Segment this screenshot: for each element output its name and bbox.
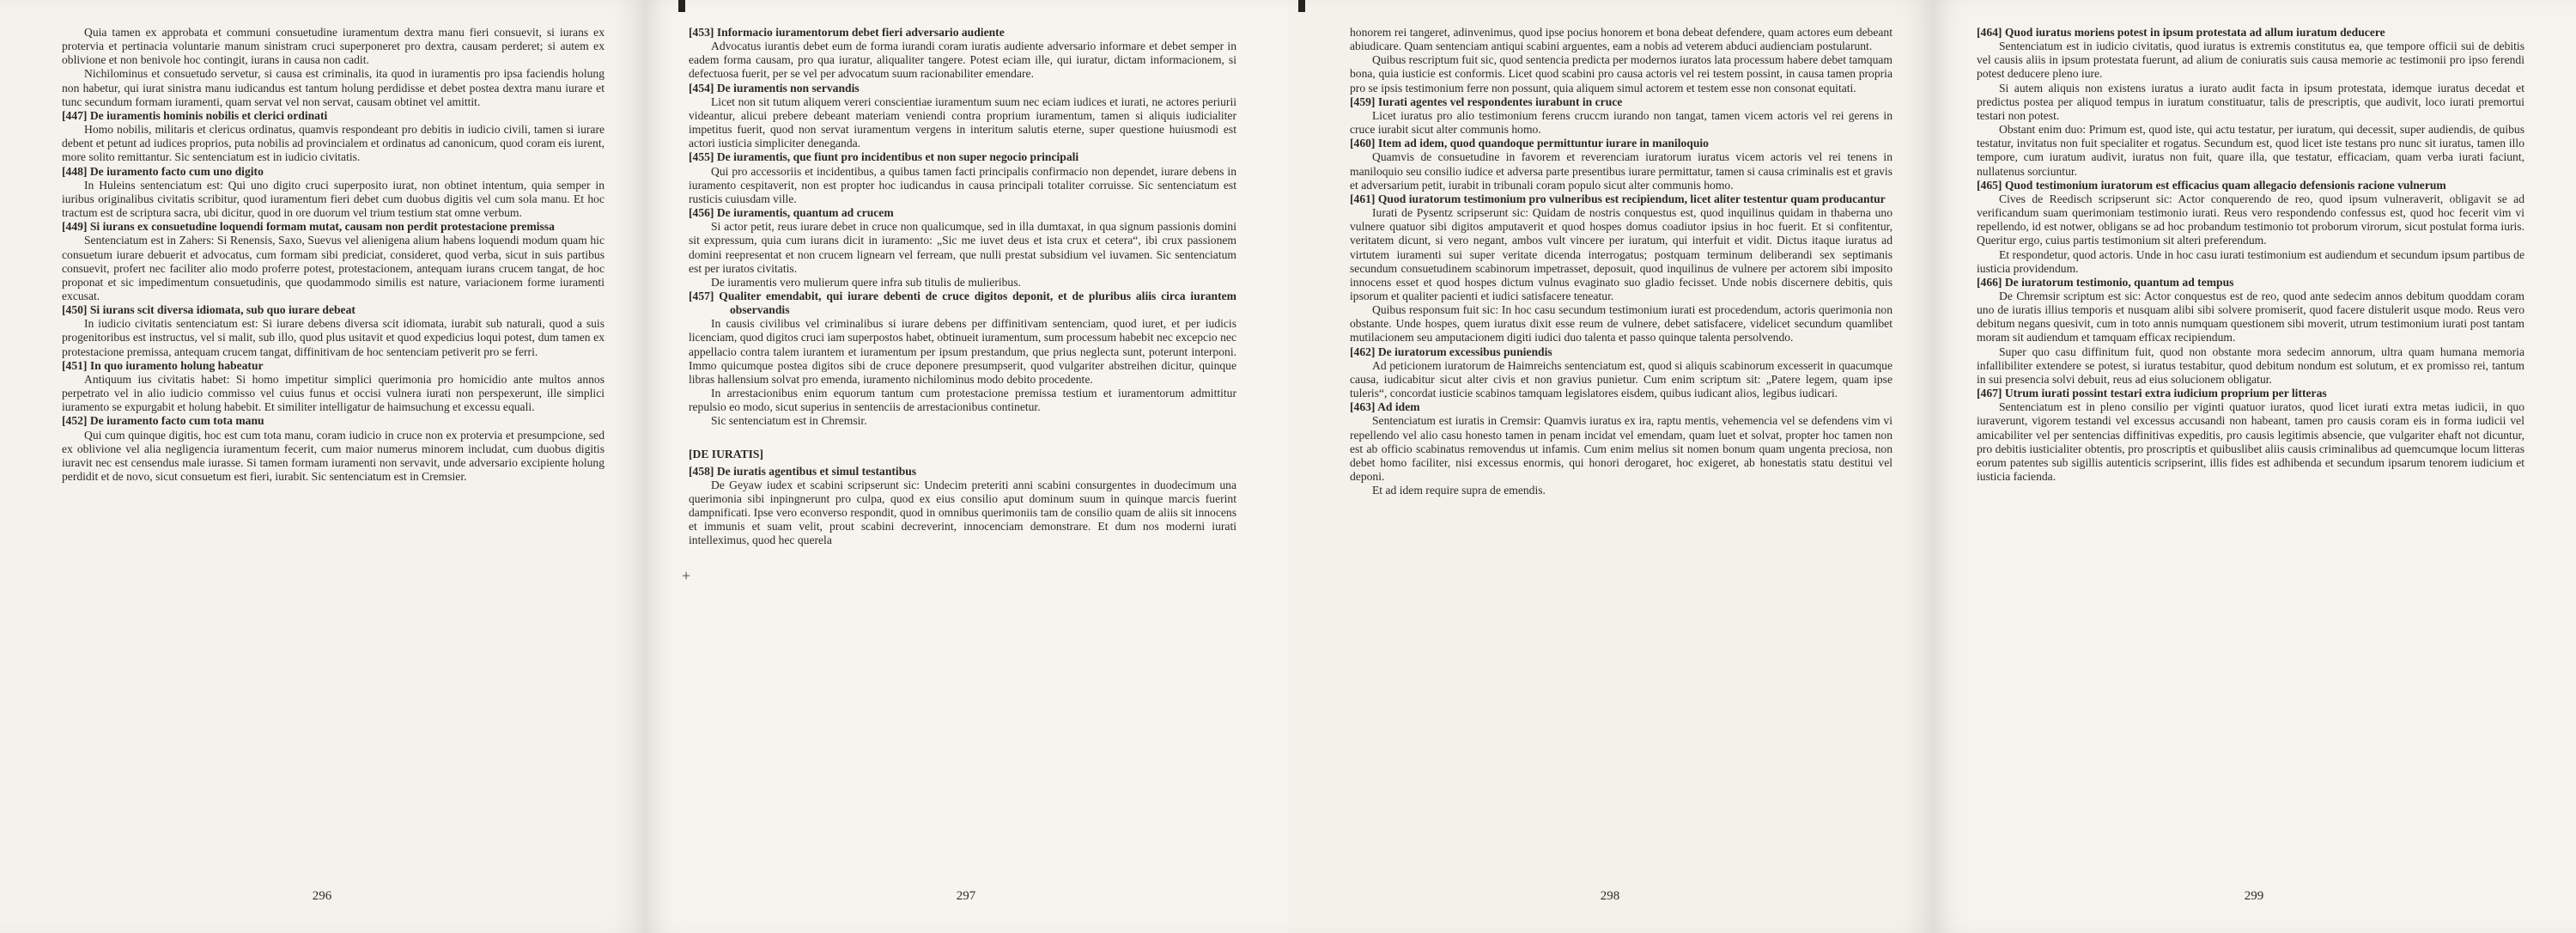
- body-paragraph: Super quo casu diffinitum fuit, quod non obstante mora sedecim annorum, ultra quam humana memoria infallibiliter extendere se potest, si iuratus testabitur, quod debitum nondum est solutum, et ex promisso rei, tantum in sui presencia solvi debuit, reus ad eius solucionem obligatur.: [1977, 345, 2524, 386]
- entry-title: De iuramentis, quantum ad crucem: [716, 206, 894, 220]
- entry-title: De iuramentis, que fiunt pro incidentibus et non super negocio principali: [716, 150, 1079, 164]
- entry-number: [463]: [1350, 400, 1376, 414]
- entry-title: Qualiter emendabit, qui iurare debenti de cruce digitos deponit, et de pluribus aliis circa iurantem observandis: [719, 289, 1236, 317]
- body-paragraph: Cives de Reedisch scripserunt sic: Actor conquerendo de reo, quod ipsum vulneraverit, obligavit se ad verificandum suam querimoniam testimonio iurati. Reus vero respondendo confessus est, quod hoc fecerit vim vi repellendo, id est notwer, obligans se ad hoc probandum testimonio tot proborum virorum, sicut postulat forma iuris. Queritur ergo, cuius partis testimonium sit alteri preferendum.: [1977, 192, 2524, 247]
- entry-heading: [1350, 192, 1893, 206]
- entry-number: [467]: [1977, 387, 2002, 400]
- entry-title: Iurati agentes vel respondentes iurabunt in cruce: [1377, 95, 1623, 108]
- entry-heading: [689, 206, 1236, 220]
- body-paragraph: Sentenciatum est iuratis in Cremsir: Quamvis iuratus ex ira, raptu mentis, vehemencia vel se defendens vim vi repellendo vel alio casu honesto tamen in penam incidat vel emendam, quam luet et solvat, propter hoc tamen non est ab officio scabinatus removendus ut infamis. Cum enim melius sit nomen bonum quam ungenta preciosa, non debet homo faciliter, nisi excessus enormis, qui honori derogaret, hoc exigeret, ab honestatis statu destitui vel deponi.: [1350, 414, 1893, 483]
- entry-number: [460]: [1350, 137, 1376, 150]
- body-paragraph: Qui cum quinque digitis, hoc est cum tota manu, coram iudicio in cruce non ex protervia et presumpcione, sed ex oblivione vel alia negligencia iuramentum fecerit, cum maior numerus minorem includat, cum duobus digitis iuravit nec est censendus male iurasse. Si tamen formam iuramenti non servavit, unde adversario excipiente holung perdidit et de novo, sicut consuetum est fieri, iurabit. Sic sentenciatum est in Cremsier.: [62, 428, 605, 483]
- body-paragraph: In Huleins sentenciatum est: Qui uno digito cruci superposito iurat, non obtinet intentum, quia semper in iuribus originalibus civitatis scribitur, quod iuramentum fieri debet cum duobus digitis vel cum sola manu. Et hoc tractum est de scriptura sacra, ubi dicitur, quod in ore duorum vel trium testium stat omne verbum.: [62, 178, 605, 220]
- margin-plus-mark: +: [682, 567, 691, 584]
- entry-number: [459]: [1350, 95, 1376, 108]
- entry-title: Utrum iurati possint testari extra iudicium proprium per litteras: [2004, 387, 2327, 400]
- entry-number: [449]: [62, 220, 88, 234]
- entry-number: [466]: [1977, 275, 2002, 289]
- body-paragraph: Obstant enim duo: Primum est, quod iste, qui actu testatur, per iuratum, qui decessit, super audiendis, de quibus testatur, invitatus non fuit specialiter et rogatus. Secundum est, quod licet iste testans pro nunc sit iuratus, tamen illo tempore, cum iuratum audivit, iuratus non fuit, quare illa, que testatur, efficaciam, quam verba iurati faciunt, nullatenus sorciuntur.: [1977, 123, 2524, 178]
- print-mark: [1298, 0, 1305, 12]
- entry-number: [448]: [62, 164, 88, 178]
- entry-number: [452]: [62, 414, 88, 428]
- body-paragraph: Quamvis de consuetudine in favorem et reverenciam iuratorum iuratus vicem actoris vel rei tenens in maniloquio seu consilio iudice et adversa parte presentibus iurare permittatur, tamen si causa criminalis est et gravis et adversarium petit, iurabit in tribunali coram populo sicut alter communis homo.: [1350, 150, 1893, 192]
- entry-title: De iuratis agentibus et simul testantibus: [716, 464, 917, 478]
- entry-title: Quod testimonium iuratorum est efficacius quam allegacio defensionis racione vulnerum: [2004, 178, 2446, 192]
- entry-heading: [689, 465, 1236, 479]
- entry-heading: [62, 359, 605, 373]
- entry-title: De iuramento facto cum tota manu: [89, 414, 264, 428]
- page-text: [1350, 26, 1893, 497]
- entry-heading: [689, 82, 1236, 95]
- page-number: 299: [2244, 889, 2264, 903]
- body-paragraph: Et ad idem require supra de emendis.: [1372, 484, 1546, 497]
- page-296: [0, 0, 644, 933]
- entry-heading: [689, 150, 1236, 164]
- body-paragraph: Antiquum ius civitatis habet: Si homo impetitur simplici querimonia pro homicidio ante multos annos perpetrato vel in alio iudicio commisso vel cuius funus et occisi vulnera iurati non perspexerunt, ille simplici iuramento se expurgabit et holung habebit. Et similiter intelligatur de haimsuchung et excessu equali.: [62, 372, 605, 414]
- entry-title: Quod iuratorum testimonium pro vulneribus est recipiendum, licet aliter testentur quam producantur: [1377, 192, 1886, 205]
- page-text: [689, 26, 1236, 548]
- page-297: [644, 0, 1288, 933]
- body-paragraph: Nichilominus et consuetudo servetur, si causa est criminalis, ita quod in iuramentis pro ipsa faciendis holung non habetur, qui iurat sinistra manu iudicandus est tantum holung perdidisse et debet postea dextra manu iurare et tunc secundum formam iuramenti, quam servat vel non servat, causam obtinet vel amittit.: [62, 67, 605, 108]
- page-text: [1977, 26, 2524, 484]
- entry-number: [457]: [689, 289, 714, 302]
- entry-heading: [1977, 26, 2524, 40]
- entry-number: [447]: [62, 108, 88, 122]
- entry-heading: [1350, 95, 1893, 109]
- body-paragraph: Qui pro accessoriis et incidentibus, a quibus tamen facti principalis confirmacio non dependet, iurare debens in iuramento cespitaverit, non est propter hoc iudicandus in causa principali totaliter corruisse. Sic sentenciatum est rusticis cuiusdam ville.: [689, 164, 1236, 205]
- page-number: 296: [312, 889, 332, 903]
- print-mark: [678, 0, 685, 12]
- entry-number: [465]: [1977, 178, 2002, 192]
- body-paragraph: In arrestacionibus enim equorum tantum cum protestacione premissa testium et iuramentorum admittitur repulsio eo modo, sicut superius in sentenciis de arrestacionibus continetur.: [689, 387, 1236, 414]
- entry-heading: [689, 26, 1236, 40]
- page-298: [1288, 0, 1932, 933]
- entry-heading: [1977, 276, 2524, 290]
- body-paragraph: Ad peticionem iuratorum de Haimreichs sentenciatum est, quod si aliquis scabinorum excesserit in quacumque causa, iudicabitur sicut alter civis et non gravius punietur. Cum enim scriptum sit: „Patere legem, quam ipse tuleris“, concordat iusticie scabinos tamquam legislatores eisdem, quibus iudicant alios, legibus iudicari.: [1350, 358, 1893, 400]
- body-paragraph: Quia tamen ex approbata et communi consuetudine iuramentum dextra manu fieri consuevit, si iurans ex protervia et pertinacia voluntarie manum sinistram cruci superponeret pro dextra, causam perderet; si autem ex oblivione et non benivole hoc contingit, iurans in causa non cadit.: [62, 26, 605, 67]
- entry-title: De iuratorum excessibus puniendis: [1377, 345, 1552, 358]
- body-paragraph: Et respondetur, quod actoris. Unde in hoc casu iurati testimonium est audiendum et secundum ipsum partibus de iusticia providendum.: [1977, 247, 2524, 275]
- entry-title: In quo iuramento holung habeatur: [89, 358, 264, 372]
- entry-title: De iuramentis hominis nobilis et clerici ordinati: [89, 108, 328, 122]
- entry-heading: [62, 109, 605, 123]
- entry-heading: [1350, 400, 1893, 414]
- body-paragraph: Si actor petit, reus iurare debet in cruce non qualicumque, sed in illa dumtaxat, in qua signum passionis domini sit expressum, quia cum iurans dicit in iuramento: „Sic me iuvet deus et ista crux et cetera“, ibi crux passionem domini reepresentat et non crucem lignearn vel ferream, que nulli prestat subsidium vel iuvamen. Sic sentenciatum est per iuratos civitatis.: [689, 220, 1236, 275]
- entry-number: [462]: [1350, 345, 1376, 358]
- section-title: [DE IURATIS]: [689, 447, 763, 460]
- entry-heading: [62, 165, 605, 179]
- entry-number: [456]: [689, 206, 714, 220]
- body-paragraph: Quibus responsum fuit sic: In hoc casu secundum testimonium iurati est procedendum, actoris querimonia non obstante. Unde hospes, quem iuratus dixit esse reum de vulnere, debet satisfacere, videlicet secundum quamlibet mutilacionem seu amputacionem digiti iudici duo talenta et passo quinque talenta persolvendo.: [1350, 303, 1893, 345]
- body-paragraph: Licet non sit tutum aliquem vereri conscientiae iuramentum suum nec eciam iudices et iurati, ne actores periurii videantur, alicui prebere debeant materiam veniendi contra proprium iuramentum, tamen si aliquis iudicialiter impetitus fuerit, quod non servat iuramentum vergens in interitum salutis eterne, super questione huiusmodi est actori iusticia simpliciter deneganda.: [689, 95, 1236, 150]
- entry-heading: [1977, 179, 2524, 192]
- entry-title: Si iurans ex consuetudine loquendi formam mutat, causam non perdit protestacione premissa: [89, 220, 555, 234]
- entry-heading: [1350, 345, 1893, 359]
- entry-title: Quod iuratus moriens potest in ipsum protestata ad allum iuratum deducere: [2004, 26, 2385, 39]
- entry-number: [458]: [689, 464, 714, 478]
- page-number: 297: [956, 889, 976, 903]
- entry-heading: [62, 220, 605, 234]
- body-paragraph: honorem rei tangeret, adinvenimus, quod ipse pocius honorem et bona debeat defendere, quam actores eum debeant abiudicare. Quam sentenciam antiqui scabini arguentes, eam a nobis ad veterem abduci audienciam postularunt.: [1350, 26, 1893, 53]
- body-paragraph: De Chremsir scriptum est sic: Actor conquestus est de reo, quod ante sedecim annos debitum quoddam coram uno de iuratis illius temporis et nusquam alibi sibi solvere promiserit, quod facere distulerit usque modo. Reus vero debitum negans quesivit, cum in toto annis numquam questionem sibi moverit, utrum testimonium iurati post tantam moram sit audiendum et tamquam efficax recipiendum.: [1977, 289, 2524, 345]
- body-paragraph: De Geyaw iudex et scabini scripserunt sic: Undecim preteriti anni scabini consurgentes in duodecimum una querimonia sibi inpingnerunt pro culpa, quod ex eius consilio aput dominum suum in quinque marcis fuerint dampnificati. Ipse vero econverso respondit, quod in omnibus querimoniis tam de consilio quam de aliis sit innocens et immunis et suam velit, prout scabini decreverint, innocenciam demonstrare. Et dum nos moderni iurati intelleximus, quod hec querela: [689, 478, 1236, 547]
- body-paragraph: Sentenciatum est in pleno consilio per viginti quatuor iuratos, quod licet iurati extra metas iudicii, in quo iuraverunt, vigorem testandi vel excessus accusandi non habeant, tamen pro causis coram eis in forma iudicii vel amicabiliter vel per sentencias diffinitivas expeditis, pro causis legitimis absencie, que vulgariter ehaft not dicuntur, pro debitis iusticialiter obtentis, pro proscriptis et quibuslibet aliis causis criminalibus ad quemcumque locum litteras eorum patentes sub sigillis autenticis scripserint, illis fides est adhibenda et secundum ipsarum tenorem iudicium et iusticia facienda.: [1977, 400, 2524, 483]
- body-paragraph: In iudicio civitatis sentenciatum est: Si iurare debens diversa scit idiomata, iurabit sub naturali, quod a suis progenitoribus est instructus, vel si malit, sub illo, quod plus usitavit et quod expedicius loqui potest, dum tamen ex protestacione premissa, antequam crucem tangat, diffinitivam de hoc sentenciam petiverit pro se ferri.: [62, 317, 605, 358]
- entry-heading: [62, 303, 605, 317]
- entry-title: De iuramento facto cum uno digito: [89, 164, 264, 178]
- entry-title: De iuramentis non servandis: [716, 81, 860, 95]
- entry-title: Informacio iuramentorum debet fieri adversario audiente: [716, 26, 1005, 39]
- page-text: [62, 26, 605, 484]
- page-299: [1932, 0, 2576, 933]
- body-paragraph: Advocatus iurantis debet eum de forma iurandi coram iuratis audiente adversario informare et debet semper in eadem forma causam, pro qua iuratur, aliqualiter tangere. Potest eciam ille, qui iuratur, dictam informacionem, si defectuosa fuerit, per se vel per advocatum suum racionabiliter emendare.: [689, 40, 1236, 81]
- entry-number: [461]: [1350, 192, 1376, 205]
- entry-number: [455]: [689, 150, 714, 164]
- body-paragraph: Sentenciatum est in iudicio civitatis, quod iuratus is extremis constitutus ea, que tempore officii sui de debitis vel causis aliis in ipsum protestata fuerunt, ad alium de coniuratis suis causa memorie ac testimonii pro ipso ferendi potest deducere pleno iure.: [1977, 40, 2524, 81]
- entry-number: [454]: [689, 81, 714, 95]
- body-paragraph: Quibus rescriptum fuit sic, quod sentencia predicta per modernos iuratos lata processum habere debet tamquam bona, quia iusticie est conformis. Licet quod scabini pro causa actoris vel rei testem possint, in causa tamen propria pro se ipsis testimonium ferre non possunt, quia aliquem simul actorem et testem esse non consonat equitati.: [1350, 53, 1893, 95]
- entry-title: Si iurans scit diversa idiomata, sub quo iurare debeat: [89, 303, 355, 317]
- entry-number: [464]: [1977, 26, 2002, 39]
- body-paragraph: Si autem aliquis non existens iuratus a iurato audit facta in ipsum protestata, idemque iuratus decedat et predictus postea per aliquod tempus in iuratum constituatur, talis de prescriptis, que audivit, loco iurati premortui testari non potest.: [1977, 81, 2524, 122]
- body-paragraph: Iurati de Pysentz scripserunt sic: Quidam de nostris conquestus est, quod inquilinus quidam in thaberna uno vulnere quatuor sibi digitos amputaverit et quod hospes domus coadiutor ipsius in hoc fuerit. Et si confitentur, veritatem dicunt, si vero negant, ambos vult vincere per iuratum, qui interfuit et vidit. Dictus itaque iuratus ad virtutem iuramenti sui super veritate dicenda interrogatus; postquam terminum deliberandi sex septimanis secundum consuetudinem scabinorum impetrasset, deposuit, quod inquilinus de vulnere per actorem sibi imposito innocens esset et quod hospes dictum vulnus evaginato suo gladio fecisset. Unde nobis discernere debitis, quis ipsorum et qualiter pacienti et iudici satisfacere teneatur.: [1350, 206, 1893, 302]
- page-number: 298: [1600, 889, 1620, 903]
- body-paragraph: In causis civilibus vel criminalibus si iurare debens per diffinitivam sentenciam, quod iuret, et per iudicis licenciam, quod digitos cruci iam superpostos habet, obtinueit iuramentum, sum processum habebit nec excepcio nec appellacio contra talem iurantem et iuramentum per ipsum prestandum, que prius neglecta sunt, poterunt interponi. Immo quicumque postea digitos sibi de cruce deponere presumpserit, quod vulgariter abstreihen dicitur, quinque libras hallensium solvat pro emenda, iuramento nichilominus modo debito procedente.: [689, 317, 1236, 386]
- entry-heading: [1350, 137, 1893, 150]
- entry-title: Ad idem: [1377, 400, 1420, 414]
- entry-title: Item ad idem, quod quandoque permittuntur iurare in maniloquio: [1377, 137, 1709, 150]
- entry-heading: [1977, 387, 2524, 400]
- body-paragraph: Licet iuratus pro alio testimonium ferens cruccm iurando non tangat, tamen vicem actoris vel rei gerens in cruce iurabit sicut alter communis homo.: [1350, 108, 1893, 137]
- body-paragraph: De iuramentis vero mulierum quere infra sub titulis de mulieribus.: [711, 275, 1021, 289]
- body-paragraph: Sentenciatum est in Zahers: Si Renensis, Saxo, Suevus vel alienigena alium habens loquendi modum quam hic consuetum iurare debuerit et advocatus, cum formam sibi prediciat, consideret, quod verba, sicut in suis partibus consuevit, profert nec faciliter alio modo proferre potest, protestacionem, antequam iurans crucem tangat, de hoc proponat et sic impedimentum consuetudinis, que quodammodo similis est nature, variacionem forme iuramenti excusat.: [62, 234, 605, 302]
- entry-number: [453]: [689, 26, 714, 39]
- entry-heading: [62, 414, 605, 428]
- body-paragraph: Sic sentenciatum est in Chremsir.: [711, 414, 867, 428]
- entry-number: [451]: [62, 358, 88, 372]
- entry-number: [450]: [62, 303, 88, 317]
- entry-heading: [689, 290, 1236, 317]
- entry-title: De iuratorum testimonio, quantum ad tempus: [2004, 275, 2234, 289]
- body-paragraph: Homo nobilis, militaris et clericus ordinatus, quamvis respondeant pro debitis in iudicio civili, tamen si iurare debent et petunt ad iudices proprios, puta nobilis ad provincialem et ordinatus ad canonicum, quod coram eis iurent, more solito remittantur. Sic sentenciatum est in iudicio civitatis.: [62, 123, 605, 164]
